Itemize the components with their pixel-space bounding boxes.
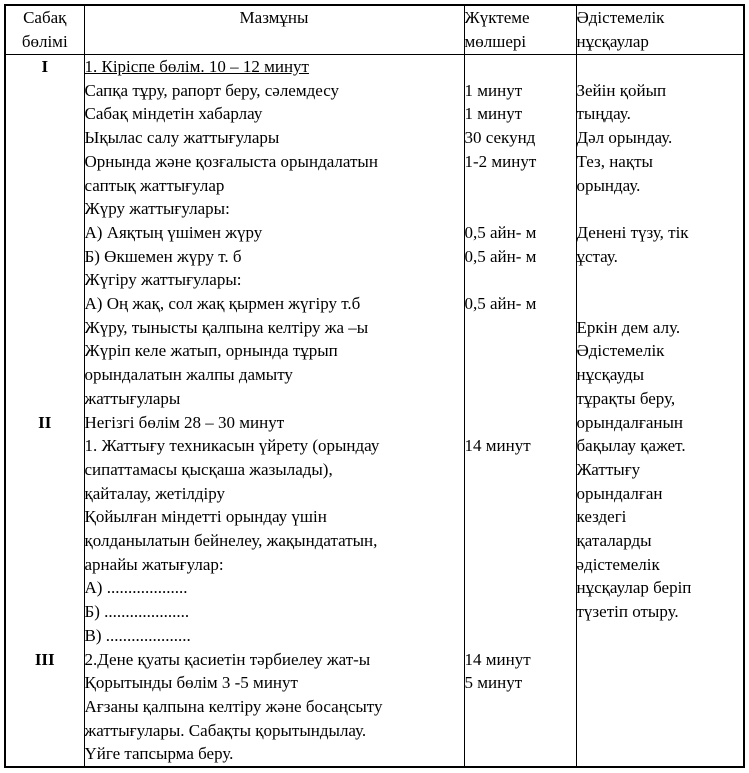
header-line: мөлшері	[464, 32, 527, 51]
section-cell	[5, 245, 84, 269]
table-row	[5, 648, 744, 672]
load-cell: 1 минут	[464, 79, 576, 103]
table-row	[5, 600, 744, 624]
load-cell: 1-2 минут	[464, 150, 576, 174]
note-cell: Жаттығу	[576, 458, 744, 482]
note-cell: тыңдау.	[576, 102, 744, 126]
table-row	[5, 316, 744, 340]
header-line: Сабақ	[23, 8, 67, 27]
underlined-heading: 1. Кіріспе бөлім. 10 – 12 минут	[84, 57, 309, 76]
load-cell	[464, 576, 576, 600]
section-cell	[5, 434, 84, 458]
content-cell: В) ....................	[84, 624, 464, 648]
section-cell	[5, 671, 84, 695]
table-row	[5, 671, 744, 695]
content-cell: Негізгі бөлім 28 – 30 минут	[84, 411, 464, 435]
section-cell	[5, 174, 84, 198]
note-cell: орындалған	[576, 482, 744, 506]
note-cell	[576, 648, 744, 672]
note-cell: түзетіп отыру.	[576, 600, 744, 624]
load-cell	[464, 55, 576, 79]
table-row	[5, 411, 744, 435]
lesson-plan-table	[4, 4, 745, 768]
section-cell	[5, 102, 84, 126]
content-cell: Жүру, тынысты қалпына келтіру жа –ы	[84, 316, 464, 340]
content-cell: жаттығулары. Сабақты қорытындылау.	[84, 719, 464, 743]
note-cell: Еркін дем алу.	[576, 316, 744, 340]
table-row	[5, 742, 744, 767]
section-cell: I	[5, 55, 84, 79]
section-cell	[5, 458, 84, 482]
note-cell: қаталарды	[576, 529, 744, 553]
content-cell: қолданылатын бейнелеу, жақындататын,	[84, 529, 464, 553]
note-cell: Тез, нақты	[576, 150, 744, 174]
content-cell: саптық жаттығулар	[84, 174, 464, 198]
load-cell	[464, 339, 576, 363]
table-row	[5, 719, 744, 743]
note-cell: ұстау.	[576, 245, 744, 269]
note-cell: орындалғанын	[576, 411, 744, 435]
load-cell	[464, 529, 576, 553]
section-cell	[5, 600, 84, 624]
table-row	[5, 292, 744, 316]
table-row	[5, 150, 744, 174]
section-cell	[5, 576, 84, 600]
table-row	[5, 339, 744, 363]
table-row	[5, 174, 744, 198]
section-cell	[5, 742, 84, 767]
content-cell: Қойылған міндетті орындау үшін	[84, 505, 464, 529]
content-cell: орындалатын жалпы дамыту	[84, 363, 464, 387]
table-row	[5, 576, 744, 600]
note-cell	[576, 695, 744, 719]
table-header	[5, 5, 744, 55]
section-cell	[5, 482, 84, 506]
note-cell: кездегі	[576, 505, 744, 529]
note-cell: әдістемелік	[576, 553, 744, 577]
content-cell: Б) Өкшемен жүру т. б	[84, 245, 464, 269]
section-cell	[5, 292, 84, 316]
table-row	[5, 553, 744, 577]
section-cell: III	[5, 648, 84, 672]
section-cell	[5, 387, 84, 411]
note-cell: бақылау қажет.	[576, 434, 744, 458]
header-instructions-column	[576, 5, 744, 55]
content-cell: Үйге тапсырма беру.	[84, 742, 464, 767]
load-cell	[464, 695, 576, 719]
table-row	[5, 79, 744, 103]
table-row	[5, 529, 744, 553]
section-cell	[5, 221, 84, 245]
load-cell	[464, 482, 576, 506]
header-line: Мазмұны	[239, 8, 309, 27]
load-cell	[464, 719, 576, 743]
section-cell	[5, 529, 84, 553]
content-cell	[84, 55, 464, 79]
note-cell	[576, 292, 744, 316]
note-cell: орындау.	[576, 174, 744, 198]
content-cell: 1. Жаттығу техникасын үйрету (орындау	[84, 434, 464, 458]
table-row	[5, 482, 744, 506]
header-line: бөлімі	[21, 32, 68, 51]
content-cell: Орнында және қозғалыста орындалатын	[84, 150, 464, 174]
section-cell	[5, 624, 84, 648]
table-row	[5, 434, 744, 458]
table-row	[5, 245, 744, 269]
content-cell: А) Аяқтың үшімен жүру	[84, 221, 464, 245]
note-cell: Әдістемелік	[576, 339, 744, 363]
note-cell: Дәл орындау.	[576, 126, 744, 150]
section-cell	[5, 695, 84, 719]
table-body	[5, 55, 744, 768]
content-cell: Ықылас салу жаттығулары	[84, 126, 464, 150]
load-cell	[464, 268, 576, 292]
content-cell: Сапқа тұру, рапорт беру, сәлемдесу	[84, 79, 464, 103]
note-cell	[576, 624, 744, 648]
section-cell	[5, 719, 84, 743]
content-cell: А) ...................	[84, 576, 464, 600]
load-cell: 30 секунд	[464, 126, 576, 150]
section-cell	[5, 79, 84, 103]
load-cell	[464, 363, 576, 387]
header-row	[5, 5, 744, 55]
load-cell: 0,5 айн- м	[464, 292, 576, 316]
load-cell	[464, 742, 576, 767]
load-cell: 0,5 айн- м	[464, 245, 576, 269]
note-cell	[576, 197, 744, 221]
table-row	[5, 458, 744, 482]
load-cell	[464, 600, 576, 624]
note-cell	[576, 719, 744, 743]
note-cell	[576, 55, 744, 79]
header-content-column	[84, 5, 464, 55]
section-cell	[5, 150, 84, 174]
load-cell	[464, 316, 576, 340]
content-cell: А) Оң жақ, сол жақ қырмен жүгіру т.б	[84, 292, 464, 316]
section-cell	[5, 316, 84, 340]
section-cell	[5, 126, 84, 150]
load-cell	[464, 411, 576, 435]
load-cell: 5 минут	[464, 671, 576, 695]
note-cell: Денені түзу, тік	[576, 221, 744, 245]
table-row	[5, 505, 744, 529]
note-cell	[576, 742, 744, 767]
table-row	[5, 363, 744, 387]
table-row	[5, 102, 744, 126]
content-cell: Б) ....................	[84, 600, 464, 624]
content-cell: Жүріп келе жатып, орнында тұрып	[84, 339, 464, 363]
content-cell: Жүгіру жаттығулары:	[84, 268, 464, 292]
content-cell: Қорытынды бөлім 3 -5 минут	[84, 671, 464, 695]
table-row	[5, 695, 744, 719]
table-row	[5, 55, 744, 79]
note-cell: Зейін қойып	[576, 79, 744, 103]
content-cell: арнайы жатығулар:	[84, 553, 464, 577]
content-cell: Сабақ міндетін хабарлау	[84, 102, 464, 126]
load-cell: 0,5 айн- м	[464, 221, 576, 245]
load-cell	[464, 197, 576, 221]
load-cell: 14 минут	[464, 434, 576, 458]
load-cell	[464, 458, 576, 482]
section-cell	[5, 505, 84, 529]
header-line: нұсқаулар	[576, 32, 649, 51]
load-cell	[464, 624, 576, 648]
load-cell	[464, 505, 576, 529]
table-row	[5, 268, 744, 292]
note-cell: тұрақты беру,	[576, 387, 744, 411]
table-row	[5, 126, 744, 150]
content-cell: қайталау, жетілдіру	[84, 482, 464, 506]
content-cell: жаттығулары	[84, 387, 464, 411]
content-cell: 2.Дене қуаты қасиетін тәрбиелеу жат-ы	[84, 648, 464, 672]
content-cell: сипаттамасы қысқаша жазылады),	[84, 458, 464, 482]
table-row	[5, 197, 744, 221]
section-cell	[5, 268, 84, 292]
header-line: Әдістемелік	[576, 8, 665, 27]
load-cell	[464, 553, 576, 577]
section-cell	[5, 197, 84, 221]
note-cell: нұсқаулар беріп	[576, 576, 744, 600]
section-cell	[5, 363, 84, 387]
load-cell: 14 минут	[464, 648, 576, 672]
table-row	[5, 624, 744, 648]
section-cell: II	[5, 411, 84, 435]
note-cell: нұсқауды	[576, 363, 744, 387]
section-cell	[5, 553, 84, 577]
content-cell: Жүру жаттығулары:	[84, 197, 464, 221]
load-cell: 1 минут	[464, 102, 576, 126]
table-row	[5, 221, 744, 245]
header-line: Жүктеме	[464, 8, 530, 27]
table-row	[5, 387, 744, 411]
header-load-column	[464, 5, 576, 55]
load-cell	[464, 174, 576, 198]
content-cell: Ағзаны қалпына келтіру және босаңсыту	[84, 695, 464, 719]
load-cell	[464, 387, 576, 411]
header-section-column	[5, 5, 84, 55]
note-cell	[576, 268, 744, 292]
note-cell	[576, 671, 744, 695]
section-cell	[5, 339, 84, 363]
